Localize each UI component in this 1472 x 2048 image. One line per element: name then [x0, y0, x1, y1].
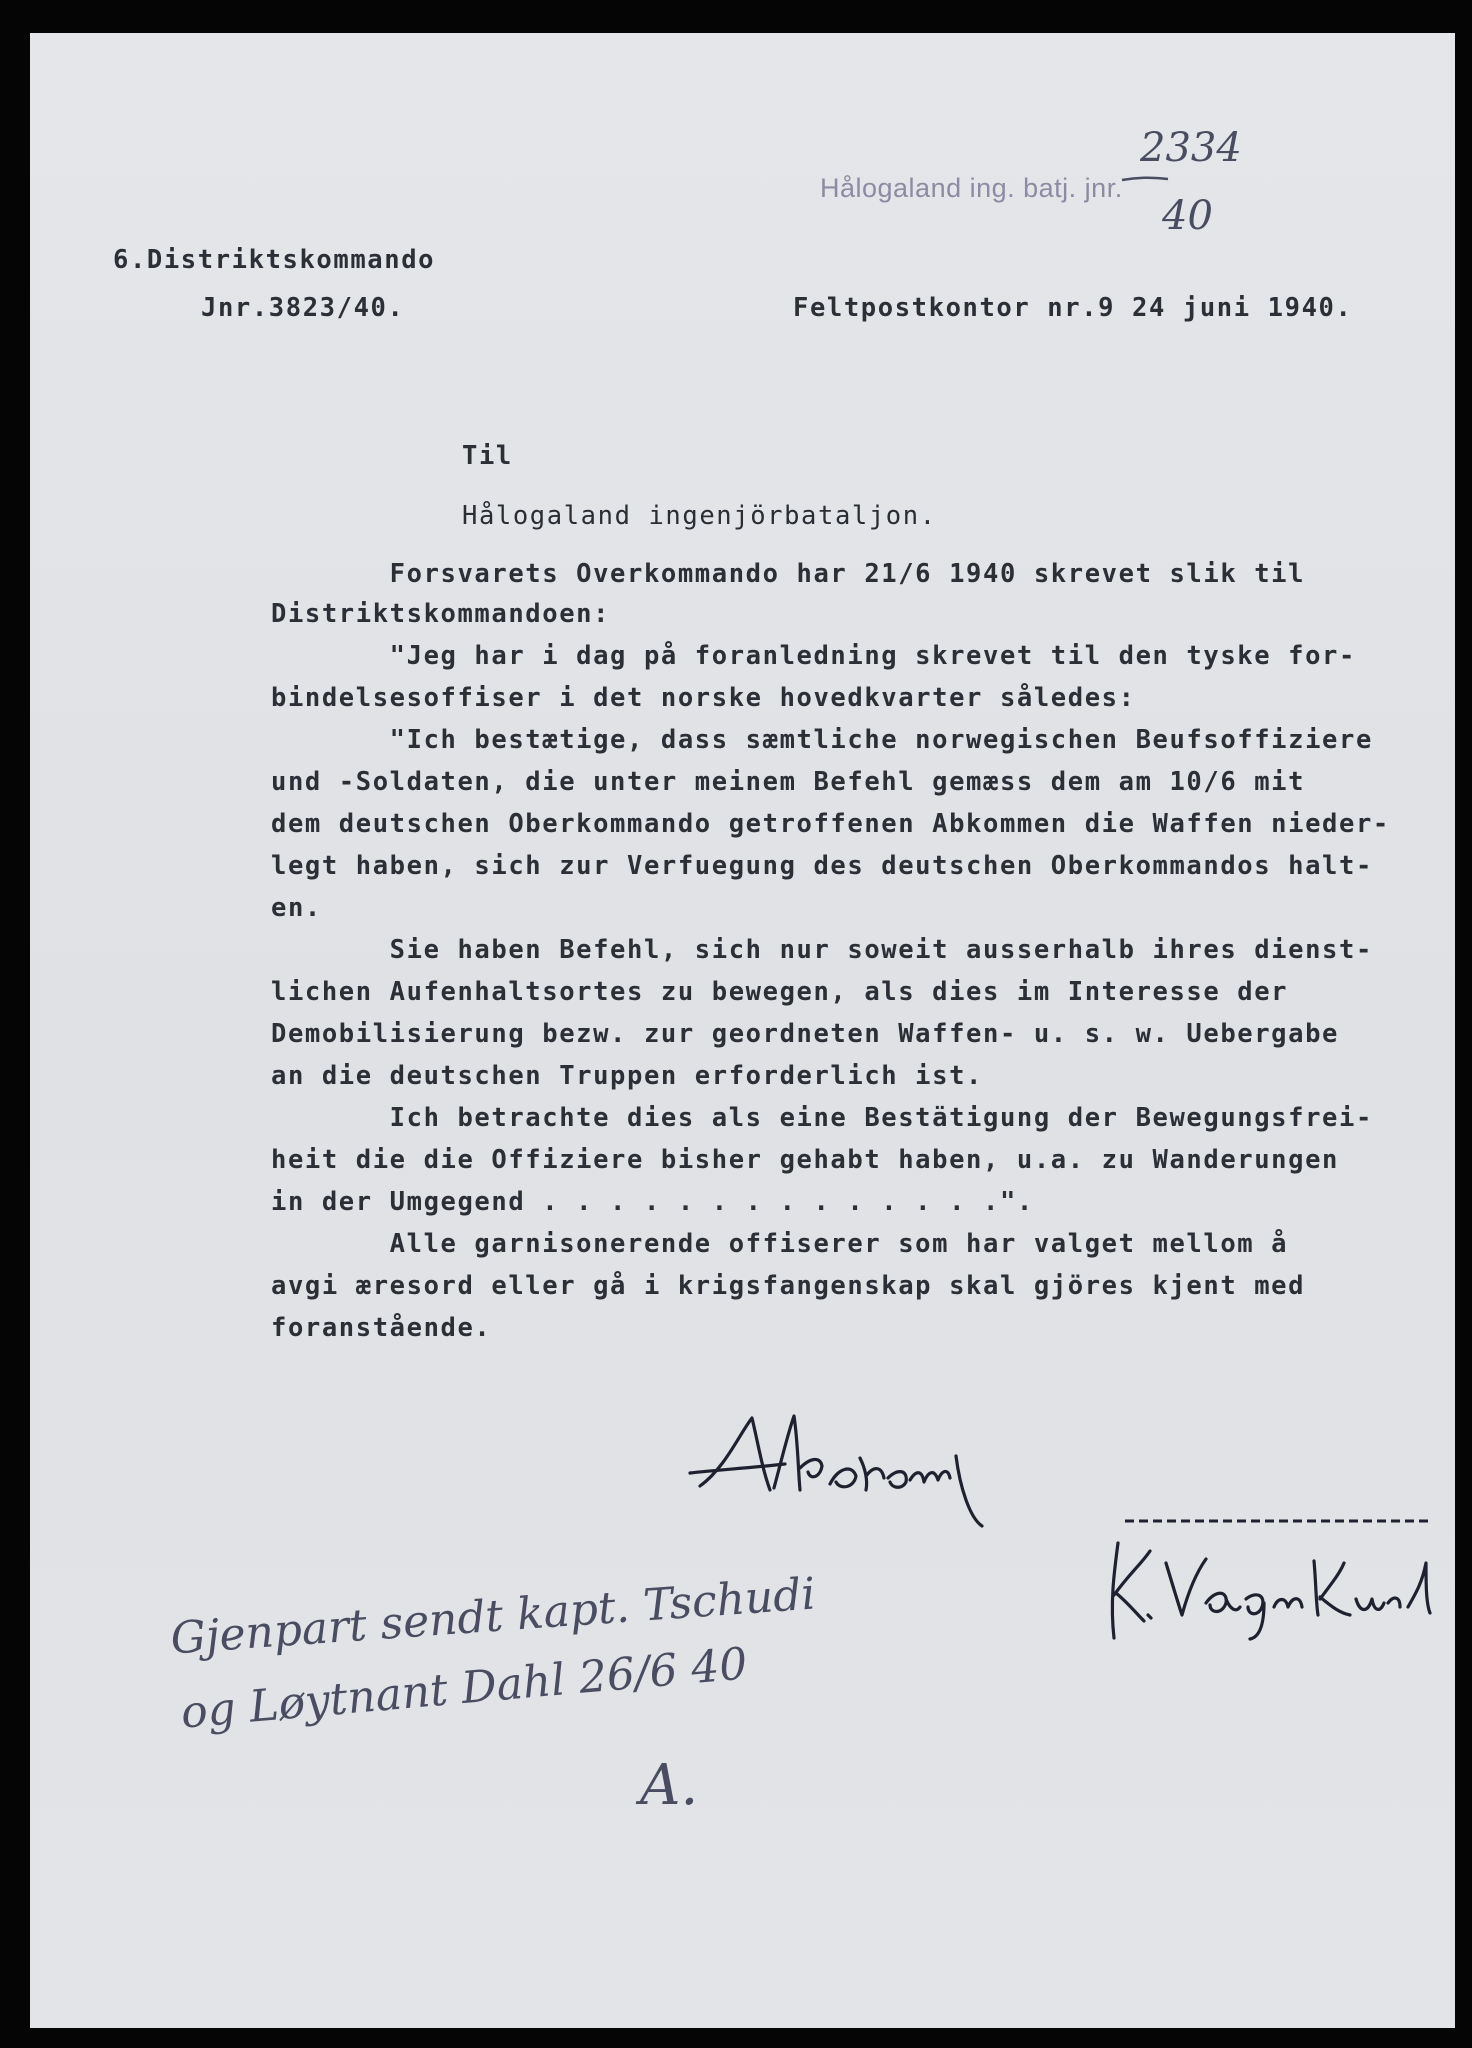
- body-line: und -Soldaten, die unter meinem Befehl gemæss dem am 10/6 mit: [271, 767, 1306, 797]
- body-line: "Jeg har i dag på foranledning skrevet til den tyske for-: [271, 641, 1356, 671]
- handwritten-initials: A.: [640, 1753, 699, 1818]
- signature-adjutant: [1070, 1503, 1440, 1643]
- body-line: en.: [271, 893, 322, 923]
- body-line: an die deutschen Truppen erforderlich ist.: [271, 1061, 983, 1091]
- body-line: avgi æresord eller gå i krigsfangenskap skal gjöres kjent med: [271, 1271, 1306, 1301]
- body-line: lichen Aufenhaltsortes zu bewegen, als dies im Interesse der: [271, 977, 1289, 1007]
- sender-journal-number: Jnr.3823/40.: [201, 293, 405, 323]
- body-line: legt haben, sich zur Verfuegung des deutschen Oberkommandos halt-: [271, 851, 1373, 881]
- body-line: bindelsesoffiser i det norske hovedkvarter således:: [271, 683, 1136, 713]
- received-stamp: Hålogaland ing. batj. jnr.: [820, 173, 1123, 203]
- body-line: Distriktskommandoen:: [271, 599, 611, 629]
- body-line: in der Umgegend . . . . . . . . . . . . . .".: [271, 1187, 1034, 1217]
- body-line: foranstående.: [271, 1313, 492, 1343]
- handwritten-note-line-2: og Løytnant Dahl 26/6 40: [178, 1638, 750, 1739]
- handwritten-note-line-1: Gjenpart sendt kapt. Tschudi: [169, 1568, 818, 1665]
- recipient-salutation: Til: [462, 441, 513, 471]
- document-page: [30, 33, 1455, 2028]
- body-line: Demobilisierung bezw. zur geordneten Waffen- u. s. w. Uebergabe: [271, 1019, 1339, 1049]
- body-line: Sie haben Befehl, sich nur soweit ausserhalb ihres dienst-: [271, 935, 1373, 965]
- body-line: Forsvarets Overkommando har 21/6 1940 skrevet slik til: [271, 559, 1306, 589]
- stamp-fraction-line: [1120, 175, 1170, 183]
- sender-office: 6.Distriktskommando: [113, 245, 436, 275]
- signature-commander: [670, 1398, 1010, 1528]
- stamp-journal-number: 2334: [1140, 125, 1242, 171]
- body-line: Alle garnisonerende offiserer som har valget mellom å: [271, 1229, 1289, 1259]
- body-line: Ich betrachte dies als eine Bestätigung der Bewegungsfrei-: [271, 1103, 1373, 1133]
- body-line: dem deutschen Oberkommando getroffenen Abkommen die Waffen nieder-: [271, 809, 1390, 839]
- stamp-journal-year: 40: [1162, 193, 1213, 239]
- body-line: heit die die Offiziere bisher gehabt haben, u.a. zu Wanderungen: [271, 1145, 1339, 1175]
- recipient-name: Hålogaland ingenjörbataljon.: [462, 501, 937, 531]
- dateline: Feltpostkontor nr.9 24 juni 1940.: [793, 293, 1353, 323]
- body-line: "Ich bestætige, dass sæmtliche norwegischen Beufsoffiziere: [271, 725, 1373, 755]
